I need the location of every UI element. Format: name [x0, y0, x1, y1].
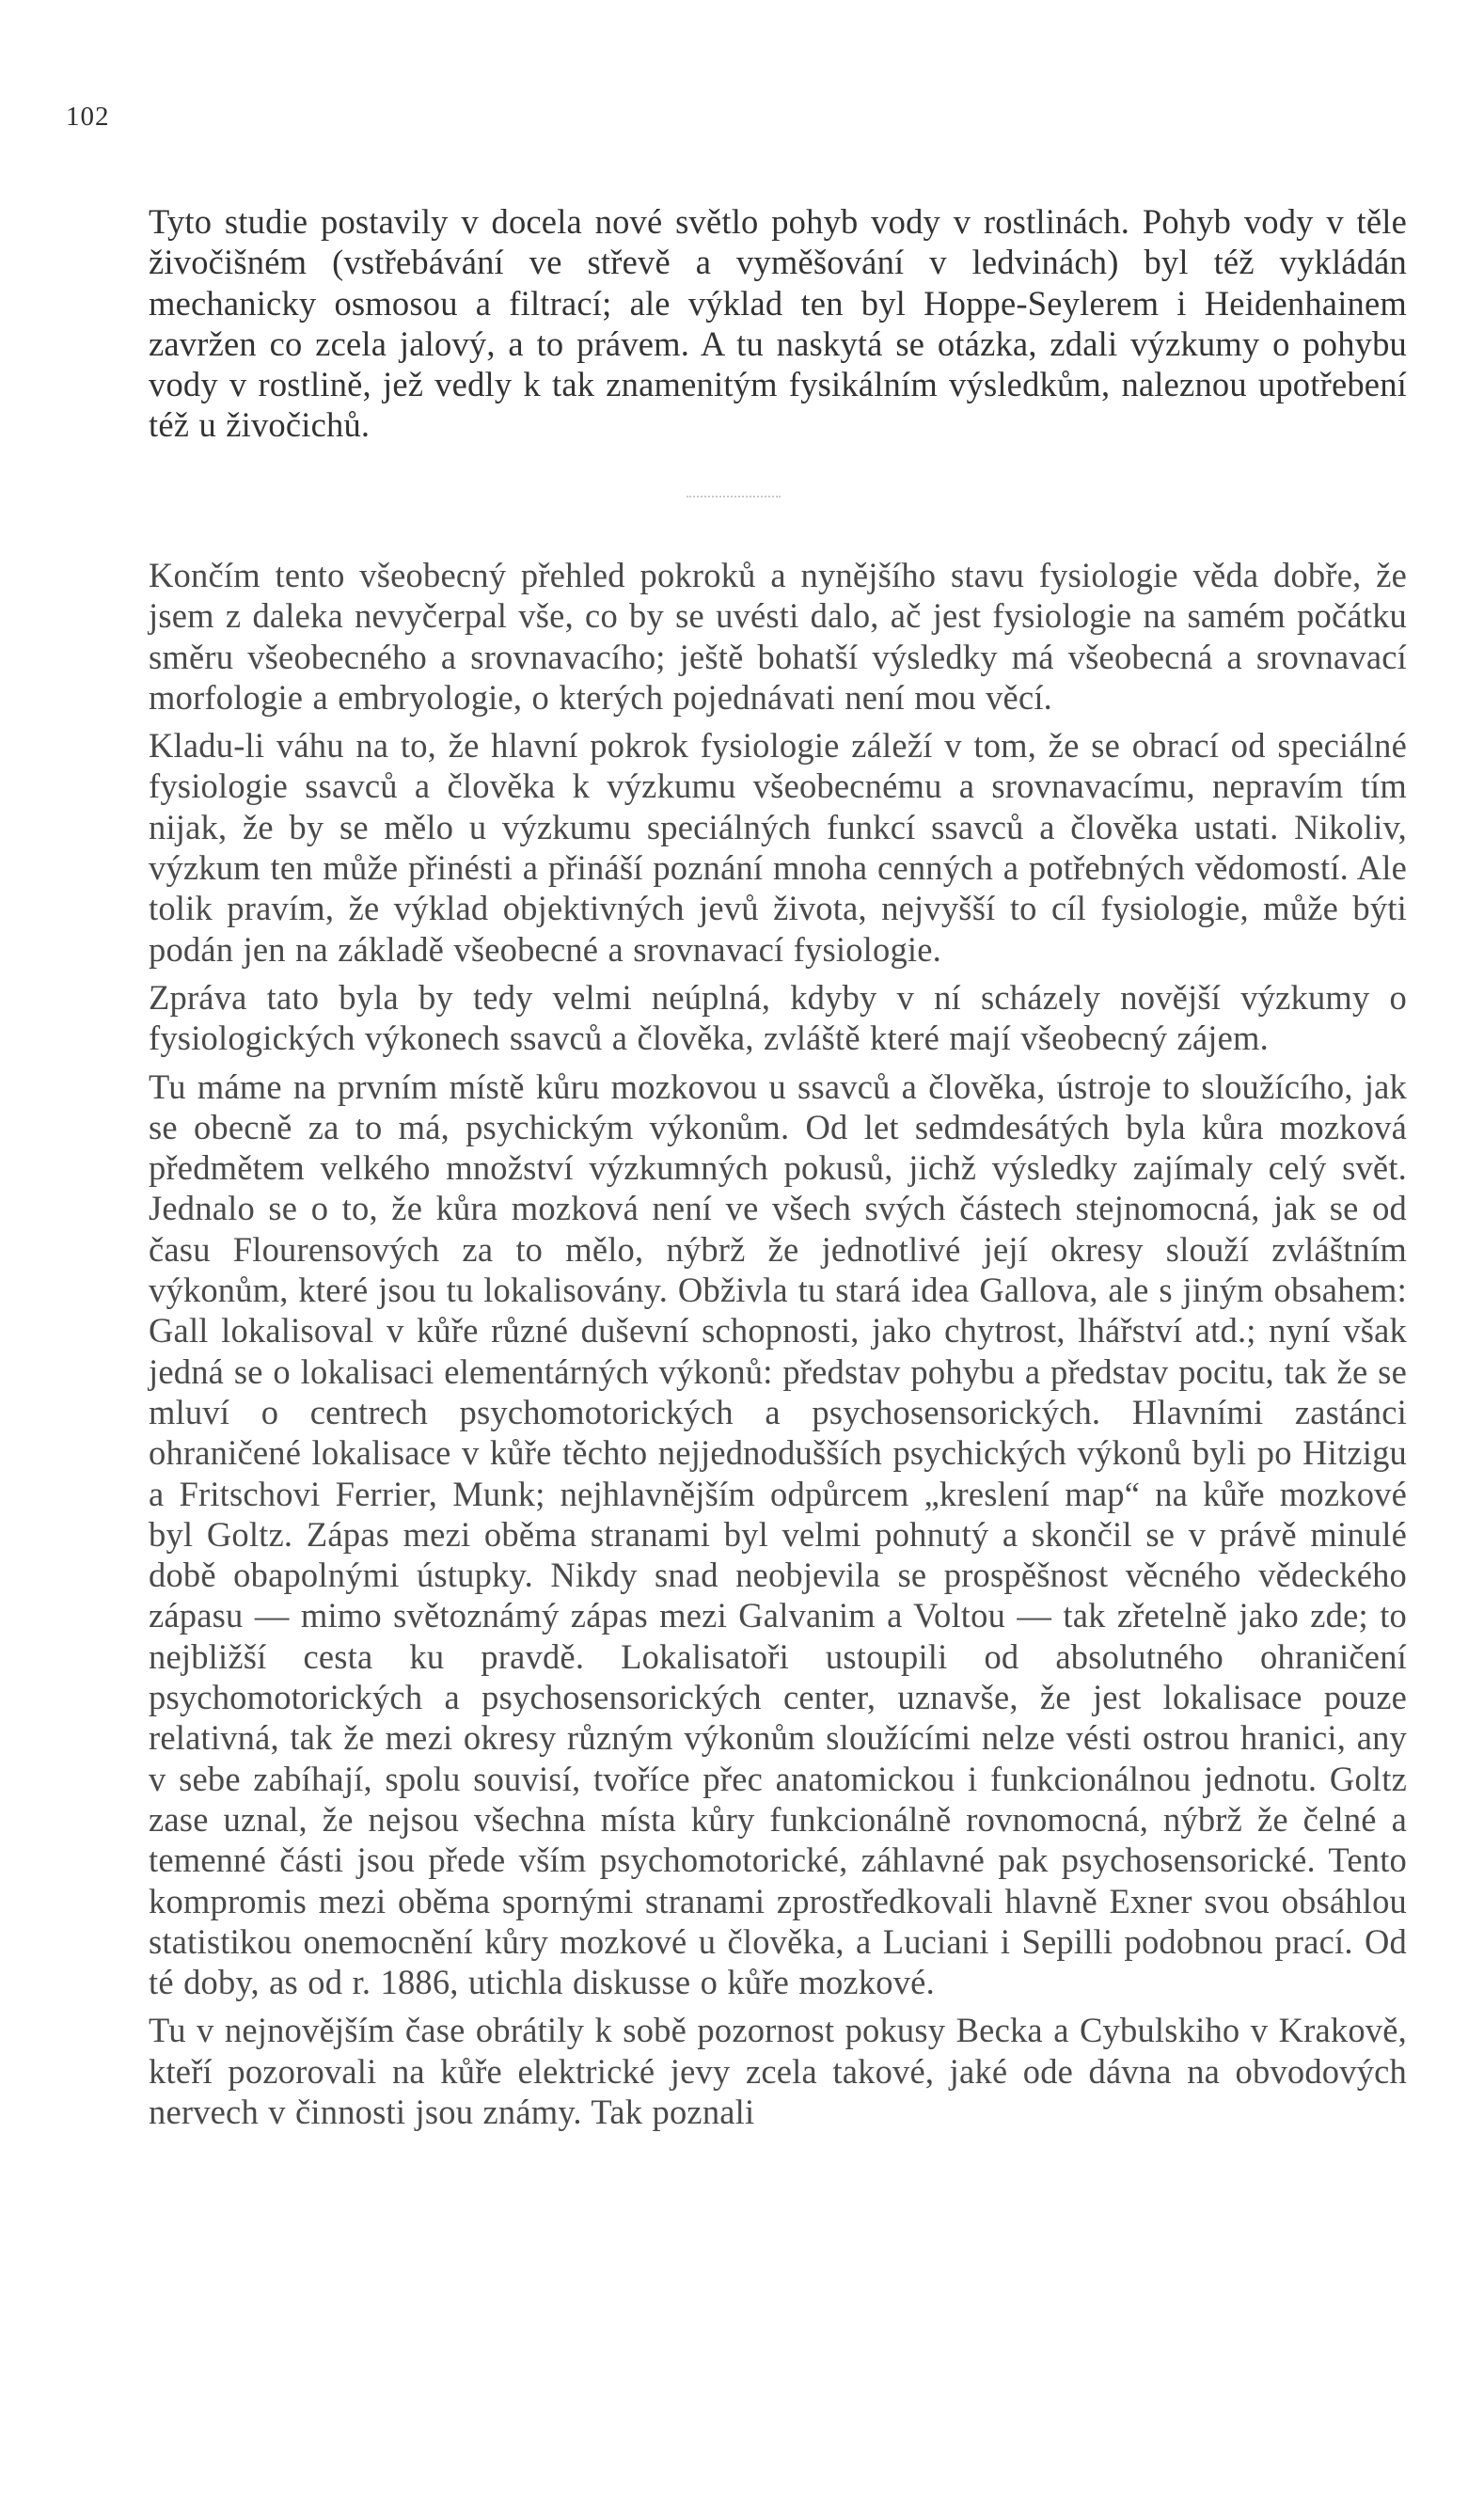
paragraph: Tyto studie postavily v docela nové světlo pohyb vody v rostlinách. Pohyb vody v těle živočišném (vstřebávání ve střevě a vyměšování v ledvinách) byl též vykládán mechanicky osmosou a filtrací; ale výklad ten byl Hoppe-Seylerem i Heidenhainem zavržen co zcela jalový, a to právem. A tu naskytá se otázka, zdali výzkumy o pohybu vody v rostlině, jež vedly k tak znamenitým fysikálním výsledkům, naleznou upotřebení též u živočichů.: [149, 202, 1407, 445]
text-block-top: [149, 201, 1407, 446]
section-divider: [687, 496, 781, 498]
paragraph: Zpráva tato byla by tedy velmi neúplná, kdyby v ní scházely novější výzkumy o fysiologických výkonech ssavců a člověka, zvláště které mají všeobecný zájem.: [149, 977, 1407, 1058]
paragraph: Tu máme na prvním místě kůru mozkovou u ssavců a člověka, ústroje to sloužícího, jak se obecně za to má, psychickým výkonům. Od let sedmdesátých byla kůra mozková předmětem velkého množství výzkumných pokusů, jichž výsledky zajímaly celý svět. Jednalo se o to, že kůra mozková není ve všech svých částech stejnomocná, jak se od času Flourensových za to mělo, nýbrž že jednotlivé její okresy slouží zvláštním výkonům, které jsou tu lokalisovány. Obživla tu stará idea Gallova, ale s jiným obsahem: Gall lokalisoval v kůře různé duševní schopnosti, jako chytrost, lhářství atd.; nyní však jedná se o lokalisaci elementárných výkonů: představ pohybu a představ pocitu, tak že se mluví o centrech psychomotorických a psychosensorických. Hlavními zastánci ohraničené lokalisace v kůře těchto nejjednodušších psychických výkonů byli po Hitzigu a Fritschovi Ferrier, Munk; nejhlavnějším odpůrcem „kreslení map“ na kůře mozkové byl Goltz. Zápas mezi oběma stranami byl velmi pohnutý a skončil se v právě minulé době obapolnými ústupky. Nikdy snad neobjevila se prospěšnost věcného vědeckého zápasu — mimo světoznámý zápas mezi Galvanim a Voltou — tak zřetelně jako zde; to nejbližší cesta ku pravdě. Lokalisatoři ustoupili od absolutného ohraničení psychomotorických a psychosensorických center, uznavše, že jest lokalisace pouze relativná, tak že mezi okresy různým výkonům sloužícími nelze vésti ostrou hranici, any v sebe zabíhají, spolu souvisí, tvoříce přec anatomickou i funkcionálnou jednotu. Goltz zase uznal, že nejsou všechna místa kůry funkcionálně rovnomocná, nýbrž že čelné a temenné části jsou přede vším psychomotorické, záhlavné pak psychosensorické. Tento kompromis mezi oběma spornými stranami zprostředkovali hlavně Exner svou obsáhlou statistikou onemocnění kůry mozkové u člověka, a Luciani i Sepilli podobnou prací. Od té doby, as od r. 1886, utichla diskusse o kůře mozkové.: [149, 1066, 1407, 2002]
paragraph: Tu v nejnovějším čase obrátily k sobě pozornost pokusy Becka a Cybulskiho v Krakově, kteří pozorovali na kůře elektrické jevy zcela takové, jaké ode dávna na obvodových nervech v činnosti jsou známy. Tak poznali: [149, 2011, 1407, 2131]
paragraph: Končím tento všeobecný přehled pokroků a nynějšího stavu fysiologie věda dobře, že jsem z daleka nevyčerpal vše, co by se uvésti dalo, ač jest fysiologie na samém počátku směru všeobecného a srovnavacího; ještě bohatší výsledky má všeobecná a srovnavací morfologie a embryologie, o kterých pojednávati není mou věcí.: [149, 556, 1407, 717]
page-number: 102: [66, 102, 110, 132]
paragraph: Kladu-li váhu na to, že hlavní pokrok fysiologie záleží v tom, že se obrací od speciálné fysiologie ssavců a člověka k výzkumu všeobecnému a srovnavacímu, nepravím tím nijak, že by se mělo u výzkumu speciálných funkcí ssavců a člověka ustati. Nikoliv, výzkum ten může přinésti a přináší poznání mnoha cenných a potřebných vědomostí. Ale tolik pravím, že výklad objektivných jevů života, nejvyšší to cíl fysiologie, může býti podán jen na základě všeobecné a srovnavací fysiologie.: [149, 726, 1407, 969]
text-block-main: [149, 555, 1407, 2132]
